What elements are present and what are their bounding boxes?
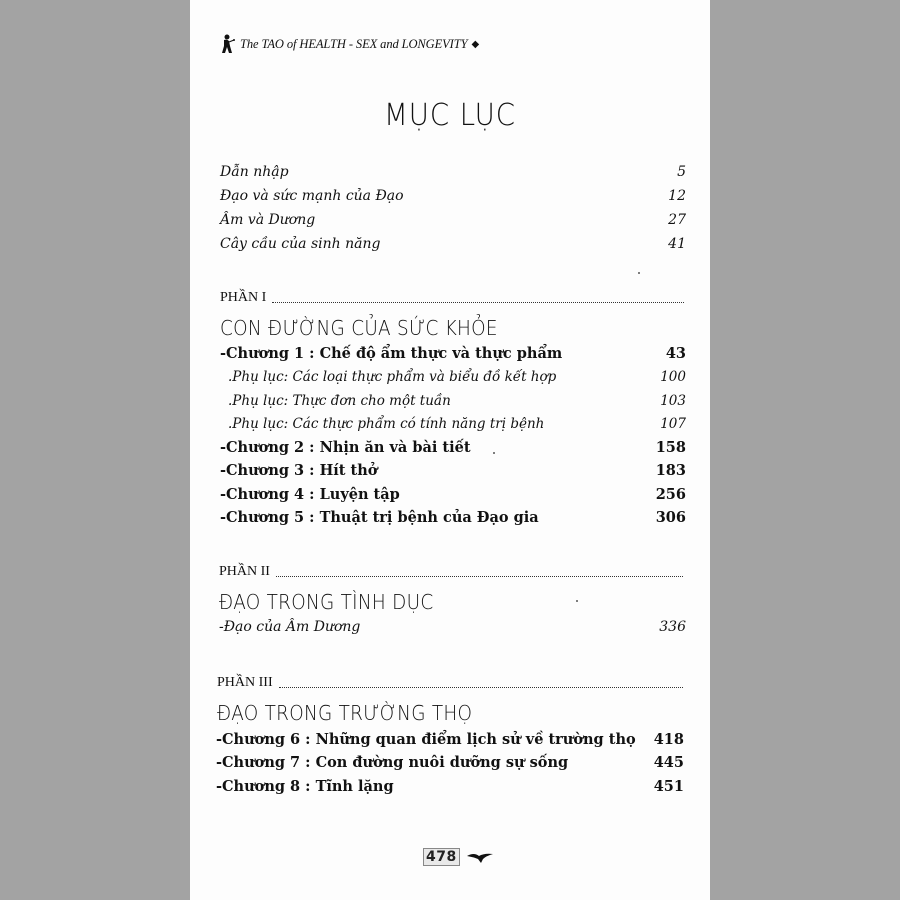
print-speck: [576, 600, 578, 602]
running-title: The TAO of HEALTH - SEX and LONGEVITY: [240, 36, 468, 51]
entry-label: -Chương 8 : Tĩnh lặng: [216, 778, 394, 795]
toc-entry[interactable]: [228, 393, 686, 413]
entry-page: 418: [653, 731, 684, 748]
print-speck: [638, 272, 640, 274]
entry-label: -Chương 1 : Chế độ ẩm thực và thực phẩm: [220, 345, 563, 362]
entry-page: 336: [659, 619, 686, 635]
running-header: [218, 34, 518, 54]
walking-sage-icon: [218, 34, 236, 54]
toc-entry[interactable]: [220, 188, 686, 208]
entry-page: 306: [655, 509, 686, 526]
toc-entry[interactable]: [216, 754, 684, 774]
entry-page: 107: [660, 416, 686, 432]
entry-label: Âm và Dương: [220, 212, 316, 228]
toc-entry[interactable]: [216, 731, 684, 751]
entry-label: -Chương 2 : Nhịn ăn và bài tiết: [220, 439, 471, 456]
toc-entry[interactable]: [220, 439, 686, 459]
page-footer: [423, 848, 494, 866]
part-label: PHẦN II: [219, 564, 270, 579]
entry-label: -Chương 6 : Những quan điểm lịch sử về trường thọ: [216, 731, 636, 748]
entry-label: -Chương 5 : Thuật trị bệnh của Đạo gia: [220, 509, 539, 526]
entry-label: .Phụ lục: Thực đơn cho một tuần: [228, 393, 451, 409]
print-speck: [493, 452, 495, 454]
entry-page: 43: [665, 345, 686, 362]
entry-page: 27: [668, 212, 686, 228]
toc-entry[interactable]: [228, 416, 686, 436]
entry-page: 100: [660, 369, 686, 385]
entry-label: -Chương 3 : Hít thở: [220, 462, 378, 479]
toc-entry[interactable]: [220, 164, 686, 184]
entry-label: Cây cầu của sinh năng: [220, 236, 381, 252]
entry-page: 451: [653, 778, 684, 795]
entry-page: 183: [655, 462, 686, 479]
entry-page: 41: [668, 236, 686, 252]
entry-page: 256: [655, 486, 686, 503]
toc-title: MỤC LỤC: [384, 98, 516, 133]
toc-entry[interactable]: [220, 236, 686, 256]
part-label: PHẦN III: [217, 675, 273, 690]
dot-leader: [279, 677, 683, 688]
book-page: [190, 0, 710, 900]
page-number: 478: [423, 848, 460, 866]
toc-entry[interactable]: [219, 619, 686, 639]
toc-entry[interactable]: [216, 778, 684, 798]
part-title: ĐẠO TRONG TÌNH DỤC: [219, 590, 434, 614]
part-heading: [217, 673, 683, 691]
toc-entry[interactable]: [220, 462, 686, 482]
toc-entry[interactable]: [220, 212, 686, 232]
toc-entry[interactable]: [220, 509, 686, 529]
part-title: ĐẠO TRONG TRƯỜNG THỌ: [217, 701, 473, 725]
diamond-icon: ◆: [471, 38, 480, 50]
dot-leader: [276, 566, 683, 577]
part-heading: [220, 288, 684, 306]
toc-entry[interactable]: [220, 486, 686, 506]
entry-label: Dẫn nhập: [220, 164, 289, 180]
entry-page: 5: [677, 164, 686, 180]
entry-page: 158: [655, 439, 686, 456]
part-heading: [219, 562, 683, 580]
entry-page: 445: [653, 754, 684, 771]
dot-leader: [272, 292, 684, 303]
entry-label: .Phụ lục: Các thực phẩm có tính năng trị bệnh: [228, 416, 545, 432]
toc-entry[interactable]: [220, 345, 686, 365]
entry-label: .Phụ lục: Các loại thực phẩm và biểu đồ kết hợp: [228, 369, 557, 385]
entry-page: 12: [668, 188, 686, 204]
entry-label: Đạo và sức mạnh của Đạo: [220, 188, 404, 204]
entry-label: -Chương 4 : Luyện tập: [220, 486, 400, 503]
toc-entry[interactable]: [228, 369, 686, 389]
flying-bird-icon: [466, 850, 494, 864]
part-title: CON ĐƯỜNG CỦA SỨC KHỎE: [220, 316, 498, 340]
entry-label: -Đạo của Âm Dương: [219, 619, 361, 635]
entry-page: 103: [660, 393, 686, 409]
part-label: PHẦN I: [220, 290, 267, 305]
entry-label: -Chương 7 : Con đường nuôi dưỡng sự sống: [216, 754, 569, 771]
